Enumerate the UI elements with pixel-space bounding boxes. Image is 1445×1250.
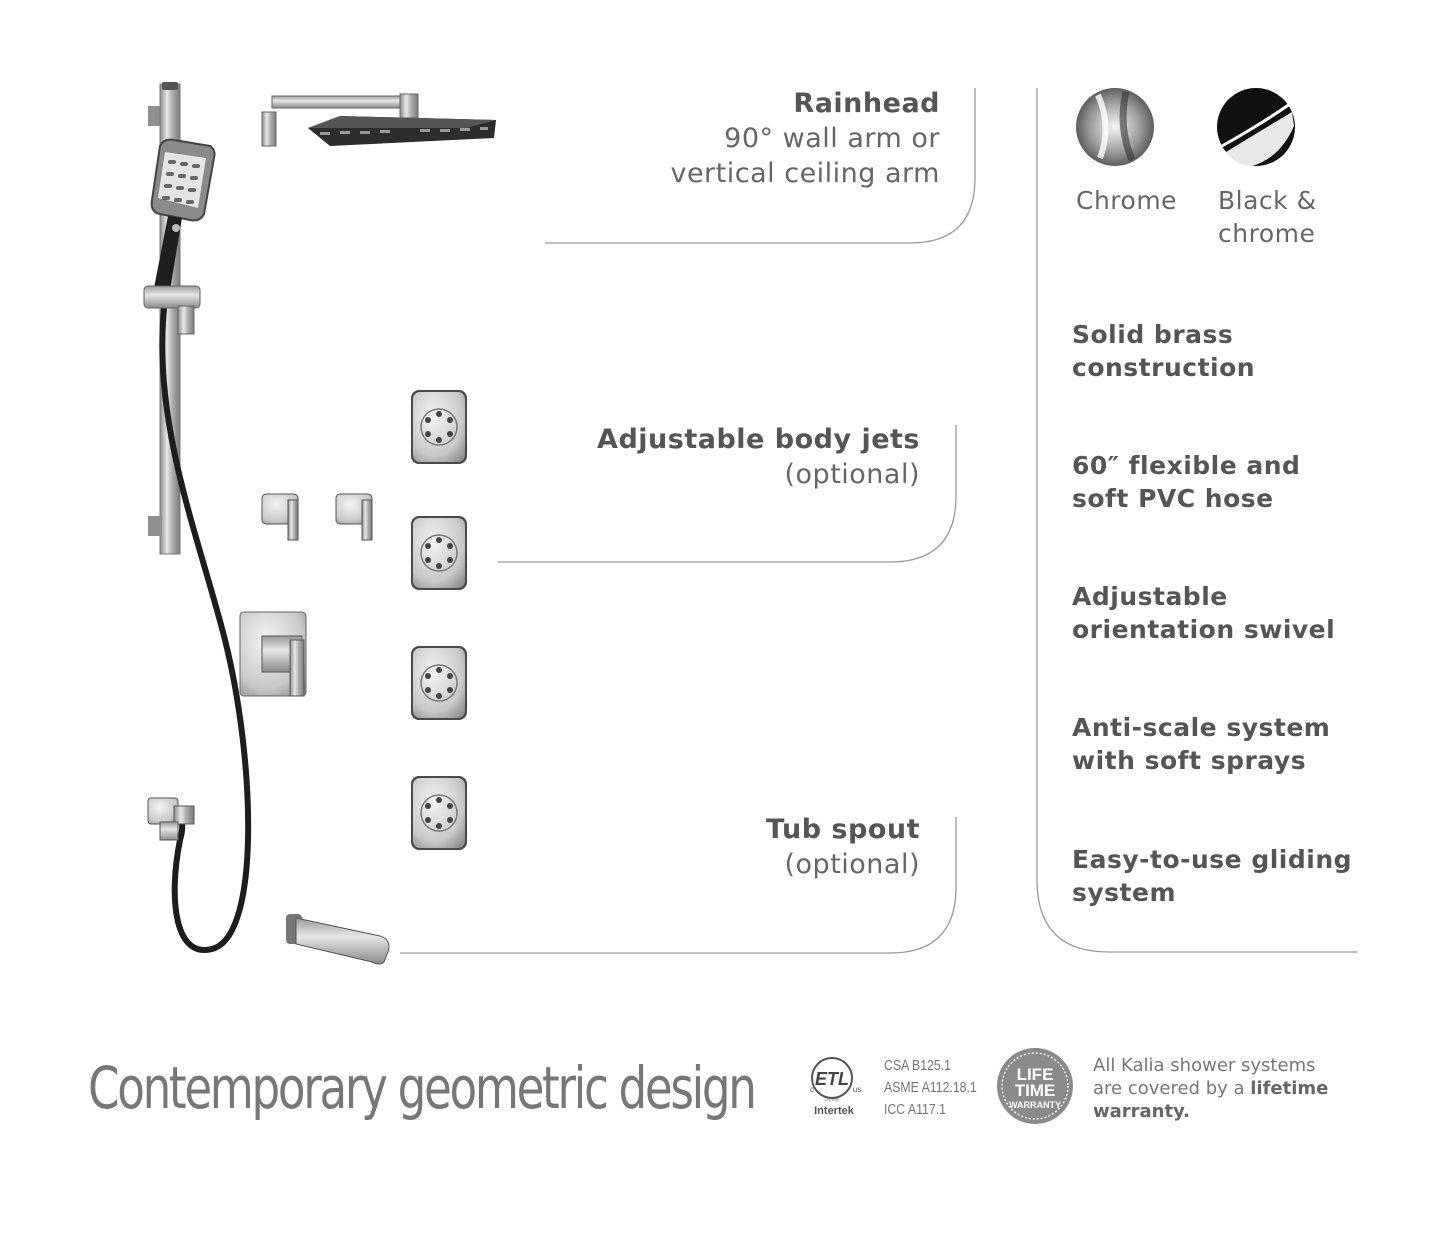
svg-text:us: us	[852, 1085, 862, 1094]
tub-spout-callout	[620, 812, 920, 882]
finish-black-chrome-label	[1218, 184, 1317, 250]
feature-line: Anti-scale system	[1072, 713, 1331, 742]
finish-chrome-label	[1076, 184, 1177, 217]
standard-icc: ICC A117.1	[884, 1101, 946, 1118]
tub-spout-sub: (optional)	[784, 849, 920, 880]
warranty-text	[1093, 1054, 1343, 1123]
body-jet-3	[411, 646, 467, 720]
feature-line: construction	[1072, 353, 1256, 382]
warranty-word: warranty.	[1093, 1101, 1191, 1122]
feature-line: Easy-to-use gliding	[1072, 845, 1353, 874]
finish-chrome-line1: Chrome	[1076, 186, 1178, 215]
svg-text:WARRANTY: WARRANTY	[1009, 1100, 1061, 1110]
svg-text:LISTED: LISTED	[824, 1097, 840, 1102]
svg-text:ETL: ETL	[815, 1069, 849, 1089]
feature-line: 60″ flexible and	[1072, 451, 1301, 480]
wall-elbow	[148, 798, 194, 840]
rainhead-line1: 90° wall arm or	[724, 123, 940, 154]
handshower	[152, 140, 215, 290]
standard-csa: CSA B125.1	[884, 1057, 952, 1074]
body-jets-callout	[520, 422, 920, 492]
body-jet-1	[411, 390, 467, 464]
certification-standards	[884, 1055, 977, 1121]
warranty-line2	[1093, 1077, 1343, 1100]
diverter-handles	[262, 494, 372, 540]
chrome-swatch	[1076, 88, 1154, 166]
feature-line: Solid brass	[1072, 320, 1234, 349]
standard-asme: ASME A112.18.1	[884, 1079, 977, 1096]
svg-text:Intertek: Intertek	[814, 1105, 854, 1117]
feature-line: soft PVC hose	[1072, 484, 1274, 513]
feature-gliding-system	[1072, 843, 1412, 909]
headline: Contemporary geometric design	[88, 1054, 755, 1122]
feature-swivel	[1072, 580, 1412, 646]
tub-spout-illustration	[286, 914, 389, 964]
svg-text:TIME: TIME	[1014, 1081, 1056, 1100]
feature-line: orientation swivel	[1072, 615, 1336, 644]
feature-line: with soft sprays	[1072, 746, 1307, 775]
rainhead-line2: vertical ceiling arm	[670, 158, 940, 189]
finish-black-chrome-line2: chrome	[1218, 219, 1316, 248]
rainhead-title: Rainhead	[793, 88, 940, 119]
svg-text:LIFE: LIFE	[1016, 1065, 1054, 1084]
finish-black-chrome-line1: Black &	[1218, 186, 1317, 215]
feature-line: system	[1072, 878, 1177, 907]
feature-solid-brass	[1072, 318, 1412, 384]
rainhead-illustration	[262, 94, 496, 146]
body-jets-title: Adjustable body jets	[597, 424, 920, 455]
black-chrome-swatch	[1217, 88, 1295, 166]
body-jet-2	[411, 516, 467, 590]
feature-flexible-hose	[1072, 449, 1412, 515]
feature-anti-scale	[1072, 711, 1412, 777]
svg-text:c: c	[810, 1085, 814, 1094]
warranty-line1: All Kalia shower systems	[1093, 1055, 1316, 1076]
body-jets-sub: (optional)	[784, 459, 920, 490]
warranty-line3	[1093, 1100, 1343, 1123]
valve-trim	[240, 612, 306, 696]
body-jet-4	[411, 776, 467, 850]
tub-spout-title: Tub spout	[766, 814, 920, 845]
feature-line: Adjustable	[1072, 582, 1228, 611]
lifetime-warranty-badge	[997, 1048, 1073, 1124]
rainhead-callout	[560, 86, 940, 191]
warranty-line2-text: are covered by a	[1093, 1078, 1245, 1099]
etl-logo	[810, 1058, 861, 1117]
warranty-lifetime: lifetime	[1250, 1078, 1329, 1099]
